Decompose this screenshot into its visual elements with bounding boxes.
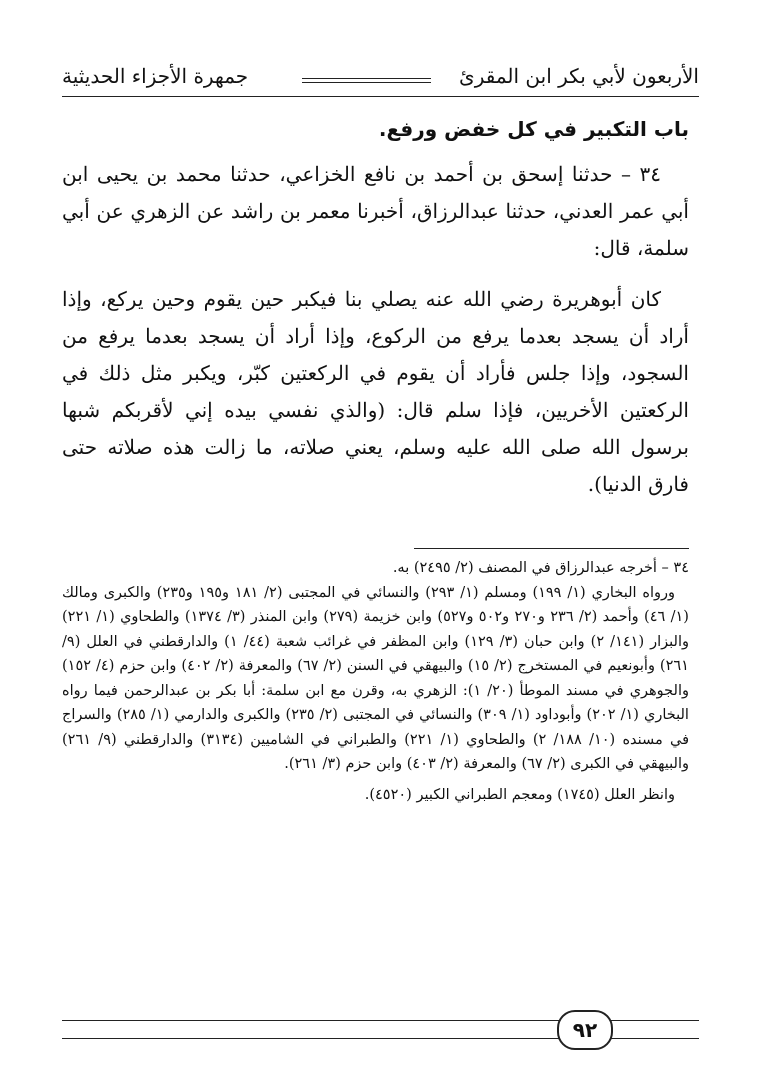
footnotes (62, 556, 689, 807)
main-text (62, 112, 689, 517)
footnote-rawahu: ورواه البخاري (١/ ١٩٩) ومسلم (١/ ٢٩٣) والنسائي في المجتبى (٢/ ١٨١ و١٩٥ و٢٣٥) والكبرى ومالك (١/ ٤٦) وأحمد (٢/ ٢٣٦ و٢٧٠ و٥٠٢ و٥٢٧) وابن خزيمة (٢٧٩) وابن المنذر (٣/ ١٣٧٤) والطحاوي (١/ ٢٢١) والبزار (١٤١/ ٢) وابن حبان (٣/ ١٢٩) وابن المظفر في غرائب شعبة (٤٤/ ١) والدارقطني في العلل (٩/ ٢٦١) وأبونعيم في المستخرج (٢/ ١٥) والبيهقي في السنن (٢/ ٦٧) والمعرفة (٢/ ٤٠٢) وابن حزم (٤/ ١٥٢) والجوهري في مسند الموطأ (٢٠/ ١): الزهري به، وقرن مع ابن سلمة: أبا بكر بن عبدالرحمن فيما رواه البخاري (١/ ٢٠٢) وأبوداود (١/ ٣٠٩) والنسائي في المجتبى (٢/ ٢٣٥) والكبرى والدارمي (١/ ٢٨٥) والسراج في مسنده (١٠/ ١٨٨/ ٢) والطحاوي (١/ ٢٢١) والطبراني في الشاميين (٣١٣٤) والدارقطني (٩/ ٢٦١) والبيهقي في الكبرى (٢/ ٦٧) والمعرفة (٢/ ٤٠٣) وابن حزم (٣/ ٢٦١). (62, 584, 690, 772)
chapter-heading: باب التكبير في كل خفض ورفع. (378, 117, 689, 141)
book-title: الأربعون لأبي بكر ابن المقرئ (459, 64, 699, 88)
footnote-takhrij: ٣٤ – أخرجه عبدالرزاق في المصنف (٢/ ٢٤٩٥) به. (392, 560, 689, 576)
page-footer (62, 1008, 699, 1048)
header-double-rule (302, 78, 431, 83)
hadith-matn: كان أبوهريرة رضي الله عنه يصلي بنا فيكبر حين يقوم وحين يركع، وإذا أراد أن يسجد بعدما يرفع من الركوع، وإذا أراد أن يسجد بعدما يرفع من السجود، وإذا جلس فأراد أن يقوم في الركعتين كبّر، ويكبر مثل ذلك في الركعتين الأخريين، فإذا سلم قال: (والذي نفسي بيده إني لأقربكم شبها برسول الله صلى الله عليه وسلم، يعني صلاته، ما زالت هذه صلاته حتى فارق الدنيا). (62, 287, 689, 496)
footnote-separator (414, 548, 689, 549)
footnote-see-also: وانظر العلل (١٧٤٥) ومعجم الطبراني الكبير (٤٥٢٠). (364, 786, 675, 803)
series-title: جمهرة الأجزاء الحديثية (62, 64, 249, 88)
hadith-isnad: ٣٤ – حدثنا إسحق بن أحمد بن نافع الخزاعي، حدثنا محمد بن يحيى ابن أبي عمر العدني، حدثنا عبدالرزاق، أخبرنا معمر بن راشد عن الزهري عن أبي سلمة، قال: (62, 162, 689, 260)
running-header (62, 60, 699, 96)
page-number: ٩٢ (557, 1010, 613, 1050)
header-underline (62, 96, 699, 97)
